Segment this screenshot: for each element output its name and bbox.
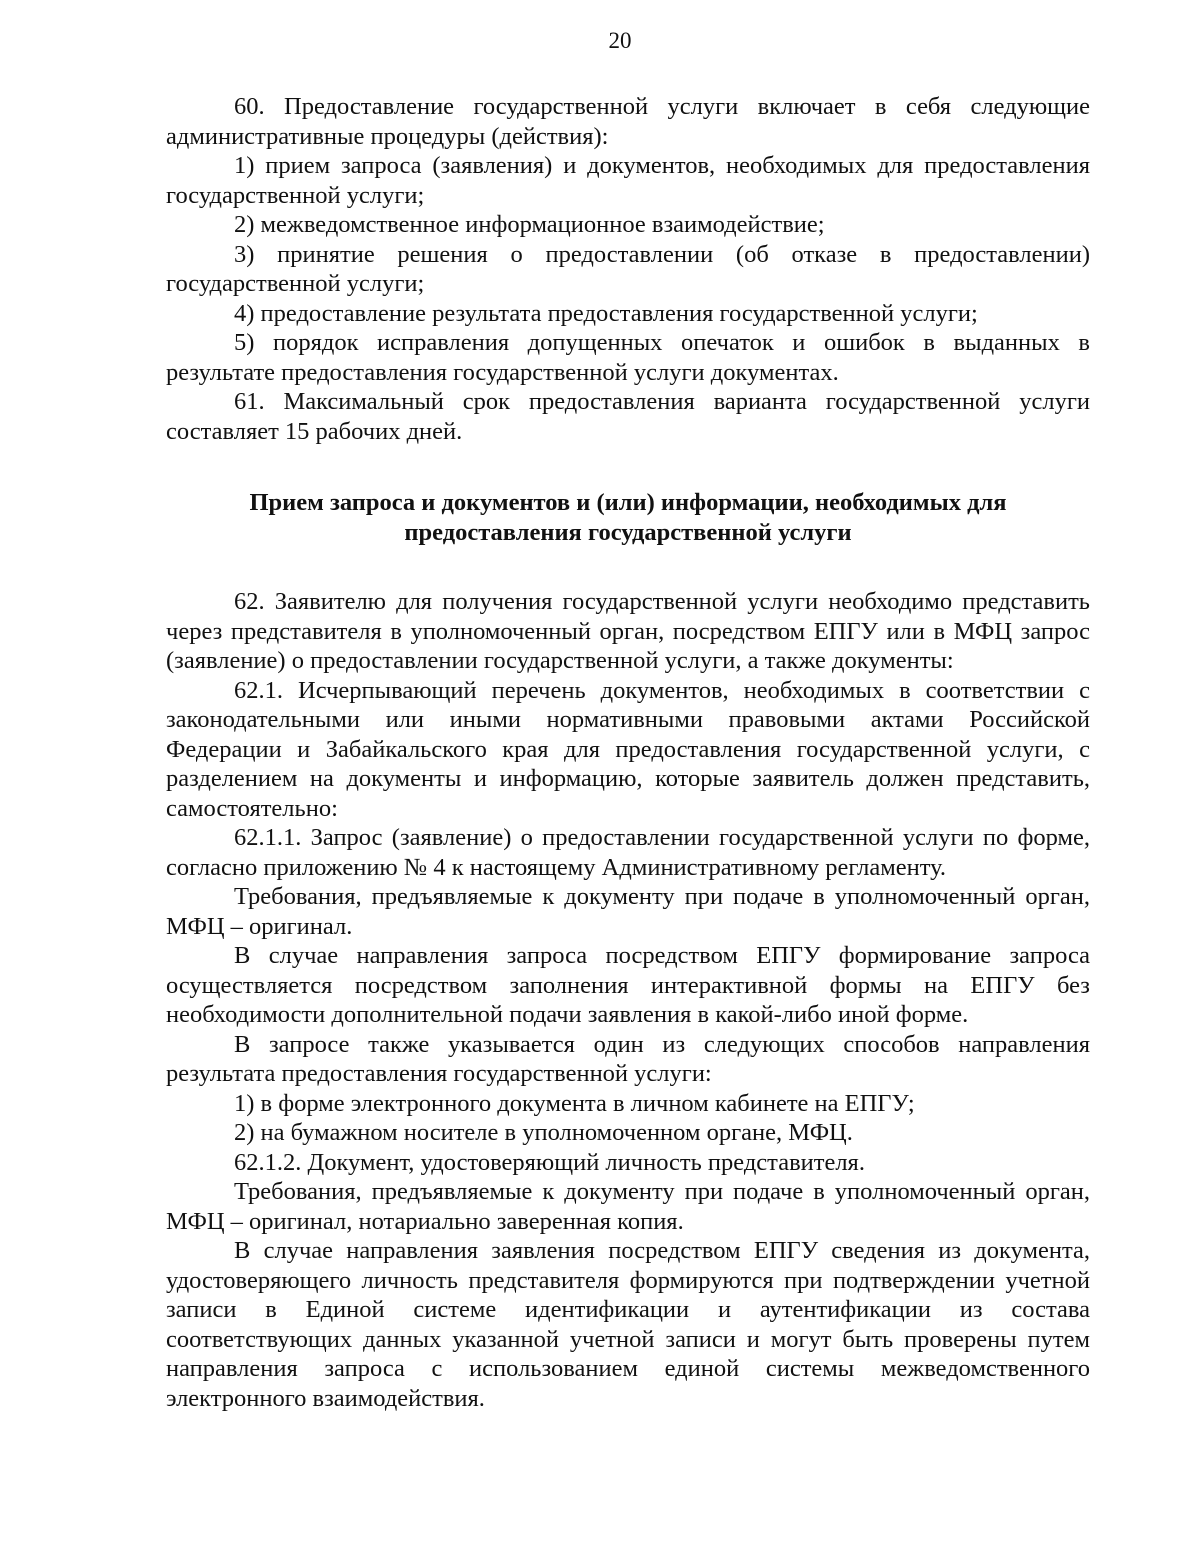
paragraph-epgu-identity: В случае направления заявления посредством ЕПГУ сведения из документа, удостоверяющего личность представителя формируются при подтверждении учетной записи в Единой системе идентификации и аутентификации из состава соответствующих данных указанной учетной записи и могут быть проверены путем направления запроса с использованием единой системы межведомственного электронного взаимодействия.	[166, 1237, 1090, 1412]
list-item-5: 5) порядок исправления допущенных опечаток и ошибок в выданных в результате предоставления государственной услуги документах.	[166, 329, 1090, 386]
paragraph-result-methods: В запросе также указывается один из следующих способов направления результата предоставления государственной услуги:	[166, 1030, 1090, 1087]
paragraph-epgu-request: В случае направления запроса посредством ЕПГУ формирование запроса осуществляется посредством заполнения интерактивной формы на ЕПГУ без необходимости дополнительной подачи заявления в какой-либо иной форме.	[166, 942, 1090, 1028]
list-item-3: 3) принятие решения о предоставлении (об отказе в предоставлении) государственной услуги;	[166, 240, 1090, 297]
section-heading: Прием запроса и документов и (или) информации, необходимых для предоставления государственной услуги	[249, 489, 1007, 546]
list-item-2: 2) межведомственное информационное взаимодействие;	[234, 211, 825, 238]
document-body	[166, 92, 1090, 1413]
page-number: 20	[608, 28, 632, 53]
paragraph-61: 61. Максимальный срок предоставления варианта государственной услуги составляет 15 рабочих дней.	[166, 388, 1090, 445]
list-item-1: 1) прием запроса (заявления) и документов, необходимых для предоставления государственной услуги;	[166, 152, 1090, 209]
result-method-2: 2) на бумажном носителе в уполномоченном органе, МФЦ.	[234, 1119, 853, 1146]
paragraph-requirements-1: Требования, предъявляемые к документу при подаче в уполномоченный орган, МФЦ – оригинал.	[166, 883, 1090, 940]
paragraph-requirements-2: Требования, предъявляемые к документу при подаче в уполномоченный орган, МФЦ – оригинал, нотариально заверенная копия.	[166, 1178, 1090, 1235]
result-method-1: 1) в форме электронного документа в личном кабинете на ЕПГУ;	[234, 1089, 915, 1117]
paragraph-60: 60. Предоставление государственной услуги включает в себя следующие административные процедуры (действия):	[166, 93, 1090, 150]
list-item-4: 4) предоставление результата предоставления государственной услуги;	[234, 299, 978, 327]
paragraph-62-1-2: 62.1.2. Документ, удостоверяющий личность представителя.	[234, 1148, 865, 1176]
paragraph-62: 62. Заявителю для получения государственной услуги необходимо представить через представителя в уполномоченный орган, посредством ЕПГУ или в МФЦ запрос (заявление) о предоставлении государственной услуги, а также документы:	[166, 588, 1090, 674]
paragraph-62-1: 62.1. Исчерпывающий перечень документов, необходимых в соответствии с законодательными или иными нормативными правовыми актами Российской Федерации и Забайкальского края для предоставления государственной услуги, с разделением на документы и информацию, которые заявитель должен представить, самостоятельно:	[166, 676, 1090, 822]
paragraph-62-1-1: 62.1.1. Запрос (заявление) о предоставлении государственной услуги по форме, согласно приложению № 4 к настоящему Административному регламенту.	[166, 824, 1090, 881]
